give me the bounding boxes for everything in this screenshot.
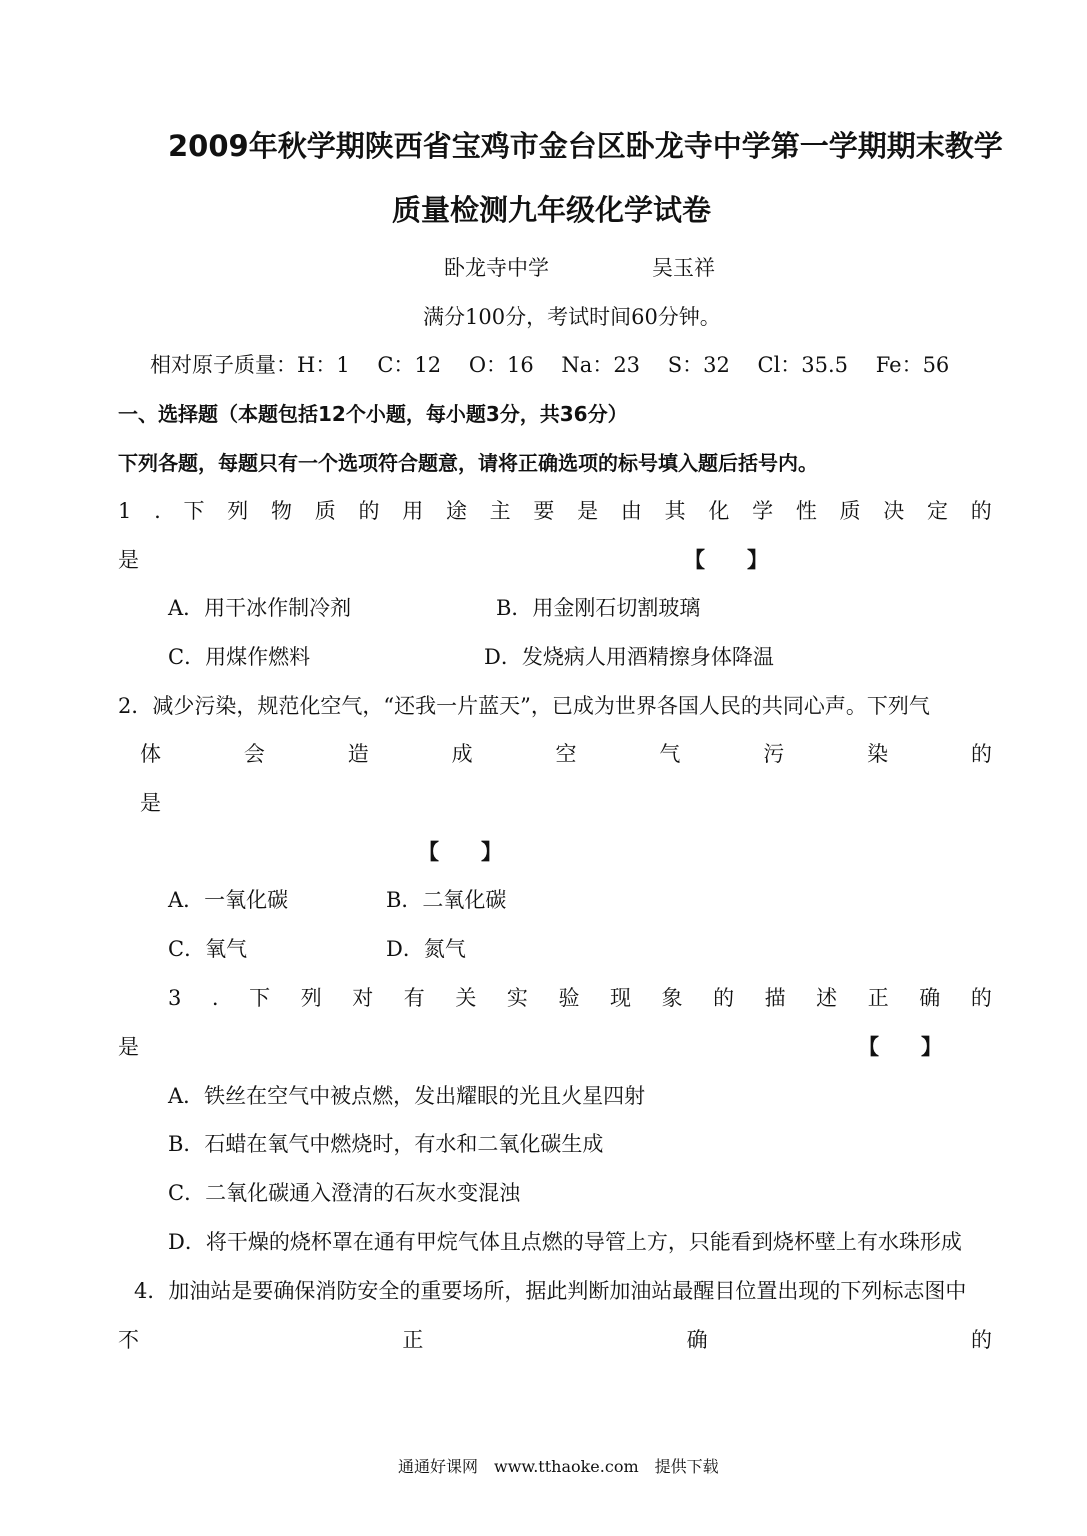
q1-option-c: C．用煤作燃料 xyxy=(168,645,311,669)
q1-char: . xyxy=(154,499,161,523)
q3-char: 现 xyxy=(609,986,631,1010)
q1-char: 决 xyxy=(883,499,905,523)
q1-char: 途 xyxy=(445,499,467,523)
q1-char: 化 xyxy=(708,499,730,523)
q2-char: 体 xyxy=(140,742,161,766)
author-school: 卧龙寺中学 xyxy=(444,256,549,280)
q4-char: 确 xyxy=(686,1328,708,1352)
q1-char: 下 xyxy=(183,499,205,523)
q3-char: 实 xyxy=(506,986,528,1010)
q1-char: 是 xyxy=(577,499,599,523)
page-footer: 通通好课网 www.tthaoke.com 提供下载 xyxy=(398,1457,719,1476)
q1-char: 用 xyxy=(402,499,424,523)
q4-stem: 4．加油站是要确保消防安全的重要场所，据此判断加油站最醒目位置出现的下列标志图中 xyxy=(134,1279,967,1303)
q1-char: 性 xyxy=(795,499,817,523)
q4-stem-cont xyxy=(118,1326,992,1354)
q3-char: 有 xyxy=(403,986,425,1010)
q2-option-c: C．氧气 xyxy=(168,937,248,961)
q3-char: 下 xyxy=(249,986,271,1010)
title-line-2: 质量检测九年级化学试卷 xyxy=(392,193,712,227)
q4-char: 不 xyxy=(118,1328,139,1352)
exam-info: 满分100分，考试时间60分钟。 xyxy=(423,305,721,329)
q1-char: 质 xyxy=(839,499,861,523)
q3-option-a: A．铁丝在空气中被点燃，发出耀眼的光且火星四射 xyxy=(168,1084,646,1108)
q1-char: 物 xyxy=(271,499,292,523)
q2-char: 空 xyxy=(555,742,577,766)
q1-stem xyxy=(118,497,992,525)
q1-stem-end: 是 xyxy=(118,548,139,572)
q1-char: 质 xyxy=(314,499,336,523)
q1-char: 学 xyxy=(752,499,774,523)
q2-char: 造 xyxy=(347,742,369,766)
q4-char: 的 xyxy=(970,1328,992,1352)
q2-stem-cont xyxy=(140,740,992,768)
q3-char: 对 xyxy=(352,986,374,1010)
q1-char: 的 xyxy=(358,499,380,523)
q2-char: 会 xyxy=(243,742,265,766)
q3-char: 确 xyxy=(919,986,941,1010)
atomic-mass-line: 相对原子质量：H：1 C：12 O：16 Na：23 S：32 Cl：35.5 Fe：56 xyxy=(150,353,950,377)
q1-char: 1 xyxy=(118,499,132,523)
q1-option-a: A．用干冰作制冷剂 xyxy=(168,596,352,620)
q1-char: 列 xyxy=(227,499,249,523)
q2-stem: 2．减少污染，规范化空气，“还我一片蓝天”，已成为世界各国人民的共同心声。下列气 xyxy=(118,694,930,718)
q1-char: 其 xyxy=(664,499,686,523)
q2-char: 染 xyxy=(867,742,889,766)
q3-char: 的 xyxy=(713,986,735,1010)
q2-option-a: A．一氧化碳 xyxy=(168,888,289,912)
q2-stem-end: 是 xyxy=(140,791,161,815)
q3-char: 象 xyxy=(661,986,683,1010)
q2-char: 的 xyxy=(971,742,992,766)
q1-char: 由 xyxy=(620,499,642,523)
q3-char: 述 xyxy=(816,986,838,1010)
q2-option-d: D．氮气 xyxy=(386,937,466,961)
q3-char: 关 xyxy=(455,986,477,1010)
q3-answer-bracket: 【 】 xyxy=(858,1035,942,1059)
q2-char: 成 xyxy=(451,742,473,766)
q2-char: 污 xyxy=(763,742,785,766)
q3-option-d: D．将干燥的烧杯罩在通有甲烷气体且点燃的导管上方，只能看到烧杯壁上有水珠形成 xyxy=(168,1230,962,1254)
q1-char: 要 xyxy=(533,499,555,523)
q1-option-b: B．用金刚石切割玻璃 xyxy=(496,596,701,620)
q4-char: 正 xyxy=(402,1328,424,1352)
q3-option-b: B．石蜡在氧气中燃烧时，有水和二氧化碳生成 xyxy=(168,1132,604,1156)
q1-answer-bracket: 【 】 xyxy=(684,548,768,572)
q3-char: 描 xyxy=(764,986,786,1010)
q1-char: 的 xyxy=(970,499,992,523)
q2-answer-bracket: 【 】 xyxy=(418,840,502,864)
q3-char: 验 xyxy=(558,986,580,1010)
title-line-1: 2009年秋学期陕西省宝鸡市金台区卧龙寺中学第一学期期末教学 xyxy=(168,129,1003,163)
q1-char: 定 xyxy=(927,499,949,523)
q3-option-c: C．二氧化碳通入澄清的石灰水变混浊 xyxy=(168,1181,521,1205)
q2-char: 气 xyxy=(659,742,681,766)
q3-char: 3 xyxy=(168,986,182,1010)
q3-char: 正 xyxy=(867,986,889,1010)
section-heading: 一、选择题（本题包括12个小题，每小题3分，共36分） xyxy=(118,402,628,426)
author-name: 吴玉祥 xyxy=(652,256,715,280)
q1-char: 主 xyxy=(489,499,511,523)
q2-option-b: B．二氧化碳 xyxy=(386,888,507,912)
q3-char: . xyxy=(211,986,219,1010)
q3-stem xyxy=(168,984,992,1012)
q3-stem-end: 是 xyxy=(118,1035,139,1059)
q1-option-d: D．发烧病人用酒精擦身体降温 xyxy=(484,645,774,669)
q3-char: 的 xyxy=(970,986,992,1010)
section-instruction: 下列各题，每题只有一个选项符合题意，请将正确选项的标号填入题后括号内。 xyxy=(118,451,818,475)
q3-char: 列 xyxy=(300,986,322,1010)
